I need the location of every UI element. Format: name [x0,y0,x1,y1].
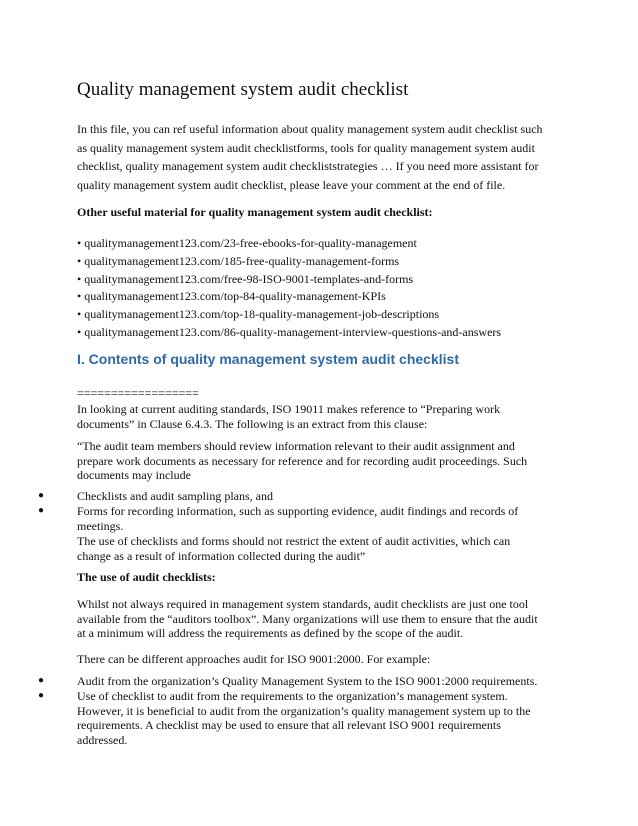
bullet-item [77,674,573,689]
approaches-paragraph: There can be different approaches audit for ISO 9001:2000. For example: [77,652,431,666]
other-material-heading: Other useful material for quality management system audit checklist: [77,205,433,219]
intro-line: quality management system audit checklist, please leave your comment at the end of file. [77,177,506,192]
document-title: Quality management system audit checklist [77,79,409,100]
resource-link[interactable]: • qualitymanagement123.com/free-98-ISO-9001-templates-and-forms [77,271,414,286]
bullet-dot-icon: ● [38,505,45,516]
resource-link[interactable]: • qualitymanagement123.com/86-quality-management-interview-questions-and-answers [77,324,502,339]
paragraph-line: In looking at current auditing standards, ISO 19011 makes reference to “Preparing work [77,402,501,416]
bullet-dot-icon: ● [38,490,45,501]
intro-paragraph [77,120,573,194]
bullet-text: Forms for recording information, such as supporting evidence, audit findings and records of [77,504,519,518]
intro-line: checklist, quality management system audit checkliststrategies … If you need more assistant for [77,159,539,173]
checklist-usage-paragraph [77,597,573,641]
paragraph-line: documents” in Clause 6.4.3. The following is an extract from this clause: [77,416,428,431]
bullet-dot-icon: ● [38,690,45,701]
paragraph-line: at a minimum will address the requirements as defined by the scope of the audit. [77,626,464,641]
bullet-item [77,689,573,748]
bullet-text: addressed. [77,733,128,748]
separator-line: ================== [77,387,199,400]
resource-link[interactable]: • qualitymanagement123.com/23-free-ebooks-for-quality-management [77,236,417,250]
quote-line: prepare work documents as necessary for reference and for recording audit proceedings. Such [77,453,528,468]
paragraph-line: change as a result of information collected during the audit” [77,548,366,563]
bullet-text: However, it is beneficial to audit from the organization’s quality management system up to the [77,703,531,718]
section-heading: I. Contents of quality management system audit checklist [77,351,459,367]
resource-link[interactable]: • qualitymanagement123.com/top-18-quality-management-job-descriptions [77,307,440,322]
intro-line: In this file, you can ref useful information about quality management system audit checklist such [77,122,543,136]
bullet-dot-icon: ● [38,675,45,686]
bullet-text: meetings. [77,518,124,533]
quote-paragraph [77,439,573,483]
intro-line: as quality management system audit checklistforms, tools for quality management system audit [77,140,535,155]
resource-link[interactable]: • qualitymanagement123.com/top-84-quality-management-KPIs [77,289,386,304]
bullet-text: Use of checklist to audit from the requirements to the organization’s management system. [77,689,508,703]
bullet-text: Checklists and audit sampling plans, and [77,489,273,503]
quote-line: “The audit team members should review information relevant to their audit assignment and [77,439,515,453]
bullet-text: Audit from the organization’s Quality Management System to the ISO 9001:2000 requirements. [77,674,538,688]
paragraph-line: The use of checklists and forms should not restrict the extent of audit activities, which can [77,534,511,548]
after-bullets-paragraph [77,534,573,563]
bullet-item [77,489,573,504]
resource-link-list [77,235,573,342]
resource-link[interactable]: • qualitymanagement123.com/185-free-quality-management-forms [77,253,400,268]
quote-line: documents may include [77,468,191,483]
bullet-item [77,504,573,533]
iso-19011-paragraph [77,402,573,431]
audit-checklists-heading: The use of audit checklists: [77,570,216,584]
paragraph-line: Whilst not always required in management system standards, audit checklists are just one tool [77,597,529,611]
paragraph-line: available from the “auditors toolbox”. Many organizations will use them to ensure that the audit [77,611,538,626]
bullet-text: requirements. A checklist may be used to ensure that all relevant ISO 9001 requirements [77,718,501,733]
